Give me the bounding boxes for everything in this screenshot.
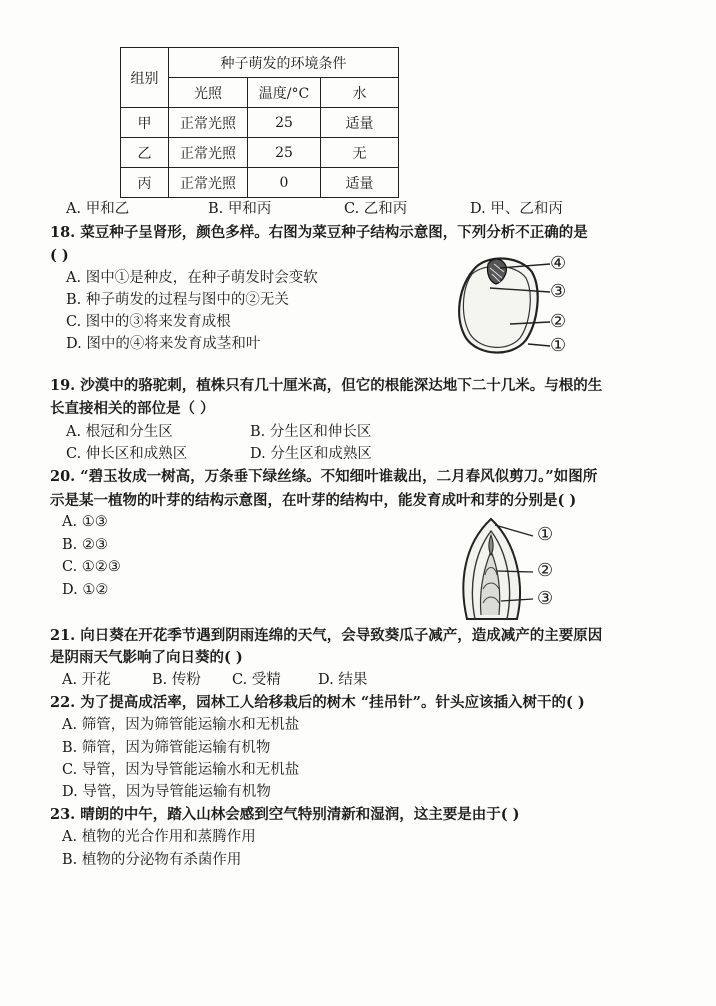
q17-option-c[interactable]: C. 乙和丙 xyxy=(344,201,408,217)
q20-option-b[interactable]: B. ②③ xyxy=(62,537,108,553)
cell-group: 甲 xyxy=(121,108,169,138)
q19-stem-line1: 19. 沙漠中的骆驼刺，植株只有几十厘米高，但它的根能深达地下二十几米。与根的生 xyxy=(50,377,603,394)
cell-water: 适量 xyxy=(321,108,399,138)
q20-option-a[interactable]: A. ①③ xyxy=(62,514,108,530)
q22-option-b[interactable]: B. 筛管，因为筛管能运输有机物 xyxy=(62,740,271,756)
q20-option-c[interactable]: C. ①②③ xyxy=(62,559,121,575)
seed-label-1: ① xyxy=(550,335,567,356)
q21-stem-line1: 21. 向日葵在开花季节遇到阴雨连绵的天气，会导致葵瓜子减产，造成减产的主要原因 xyxy=(50,627,603,644)
cell-light: 正常光照 xyxy=(169,108,248,138)
cell-light: 正常光照 xyxy=(169,138,248,168)
q23-option-b[interactable]: B. 植物的分泌物有杀菌作用 xyxy=(62,852,242,868)
q19-option-c[interactable]: C. 伸长区和成熟区 xyxy=(66,446,188,462)
cell-group: 乙 xyxy=(121,138,169,168)
q18-option-a[interactable]: A. 图中①是种皮，在种子萌发时会变软 xyxy=(66,270,318,286)
cell-water: 适量 xyxy=(321,168,399,198)
q20-stem-line1: 20. “碧玉妆成一树高，万条垂下绿丝绦。不知细叶谁裁出，二月春风似剪刀。”如图所 xyxy=(50,468,598,485)
q19-stem-line2: 长直接相关的部位是（ ） xyxy=(50,400,215,417)
q18-option-d[interactable]: D. 图中的④将来发育成茎和叶 xyxy=(66,336,261,352)
q17-option-a[interactable]: A. 甲和乙 xyxy=(66,201,130,217)
q20-option-d[interactable]: D. ①② xyxy=(62,582,109,598)
q19-option-d[interactable]: D. 分生区和成熟区 xyxy=(250,446,372,462)
cell-group: 丙 xyxy=(121,168,169,198)
bud-label-3: ③ xyxy=(537,588,554,609)
bud-label-1: ① xyxy=(537,524,554,545)
conditions-header: 种子萌发的环境条件 xyxy=(169,48,399,78)
q23-option-a[interactable]: A. 植物的光合作用和蒸腾作用 xyxy=(62,829,256,845)
bud-label-2: ② xyxy=(537,560,554,581)
seed-label-3: ③ xyxy=(550,281,567,302)
table-row xyxy=(121,108,399,138)
cell-water: 无 xyxy=(321,138,399,168)
bean-seed-figure xyxy=(450,252,580,362)
cell-temp: 25 xyxy=(248,108,321,138)
leaf-bud-figure xyxy=(455,515,565,621)
table-row xyxy=(121,138,399,168)
q22-option-a[interactable]: A. 筛管，因为筛管能运输水和无机盐 xyxy=(62,717,300,733)
col-light: 光照 xyxy=(169,78,248,108)
q18-option-c[interactable]: C. 图中的③将来发育成根 xyxy=(66,314,231,330)
col-water: 水 xyxy=(321,78,399,108)
q18-option-b[interactable]: B. 种子萌发的过程与图中的②无关 xyxy=(66,292,289,308)
q23-stem: 23. 晴朗的中午，踏入山林会感到空气特别清新和湿润，这主要是由于( ) xyxy=(50,806,520,823)
q21-option-b[interactable]: B. 传粉 xyxy=(152,672,201,688)
q17-option-b[interactable]: B. 甲和丙 xyxy=(208,201,272,217)
q20-stem-line2: 示是某一植物的叶芽的结构示意图，在叶芽的结构中，能发育成叶和芽的分别是( ) xyxy=(50,492,577,509)
q18-stem-line2: ( ) xyxy=(50,247,69,264)
col-temp: 温度/°C xyxy=(248,78,321,108)
seed-germination-table xyxy=(120,47,399,198)
cell-temp: 0 xyxy=(248,168,321,198)
seed-label-4: ④ xyxy=(550,253,567,274)
q22-stem: 22. 为了提高成活率，园林工人给移栽后的树木 “挂吊针”。针头应该插入树干的( ) xyxy=(50,694,585,711)
q21-option-a[interactable]: A. 开花 xyxy=(62,672,111,688)
q19-option-a[interactable]: A. 根冠和分生区 xyxy=(66,424,173,440)
q22-option-c[interactable]: C. 导管，因为导管能运输水和无机盐 xyxy=(62,762,300,778)
q22-option-d[interactable]: D. 导管，因为导管能运输有机物 xyxy=(62,784,271,800)
q17-option-d[interactable]: D. 甲、乙和丙 xyxy=(470,201,563,217)
q21-stem-line2: 是阴雨天气影响了向日葵的( ) xyxy=(50,649,243,666)
group-header: 组别 xyxy=(121,48,169,108)
q19-option-b[interactable]: B. 分生区和伸长区 xyxy=(250,424,372,440)
seed-label-2: ② xyxy=(550,311,567,332)
cell-temp: 25 xyxy=(248,138,321,168)
q18-stem-line1: 18. 菜豆种子呈肾形，颜色多样。右图为菜豆种子结构示意图，下列分析不正确的是 xyxy=(50,224,588,241)
table-row xyxy=(121,168,399,198)
q21-option-c[interactable]: C. 受精 xyxy=(232,672,281,688)
q21-option-d[interactable]: D. 结果 xyxy=(318,672,368,688)
cell-light: 正常光照 xyxy=(169,168,248,198)
